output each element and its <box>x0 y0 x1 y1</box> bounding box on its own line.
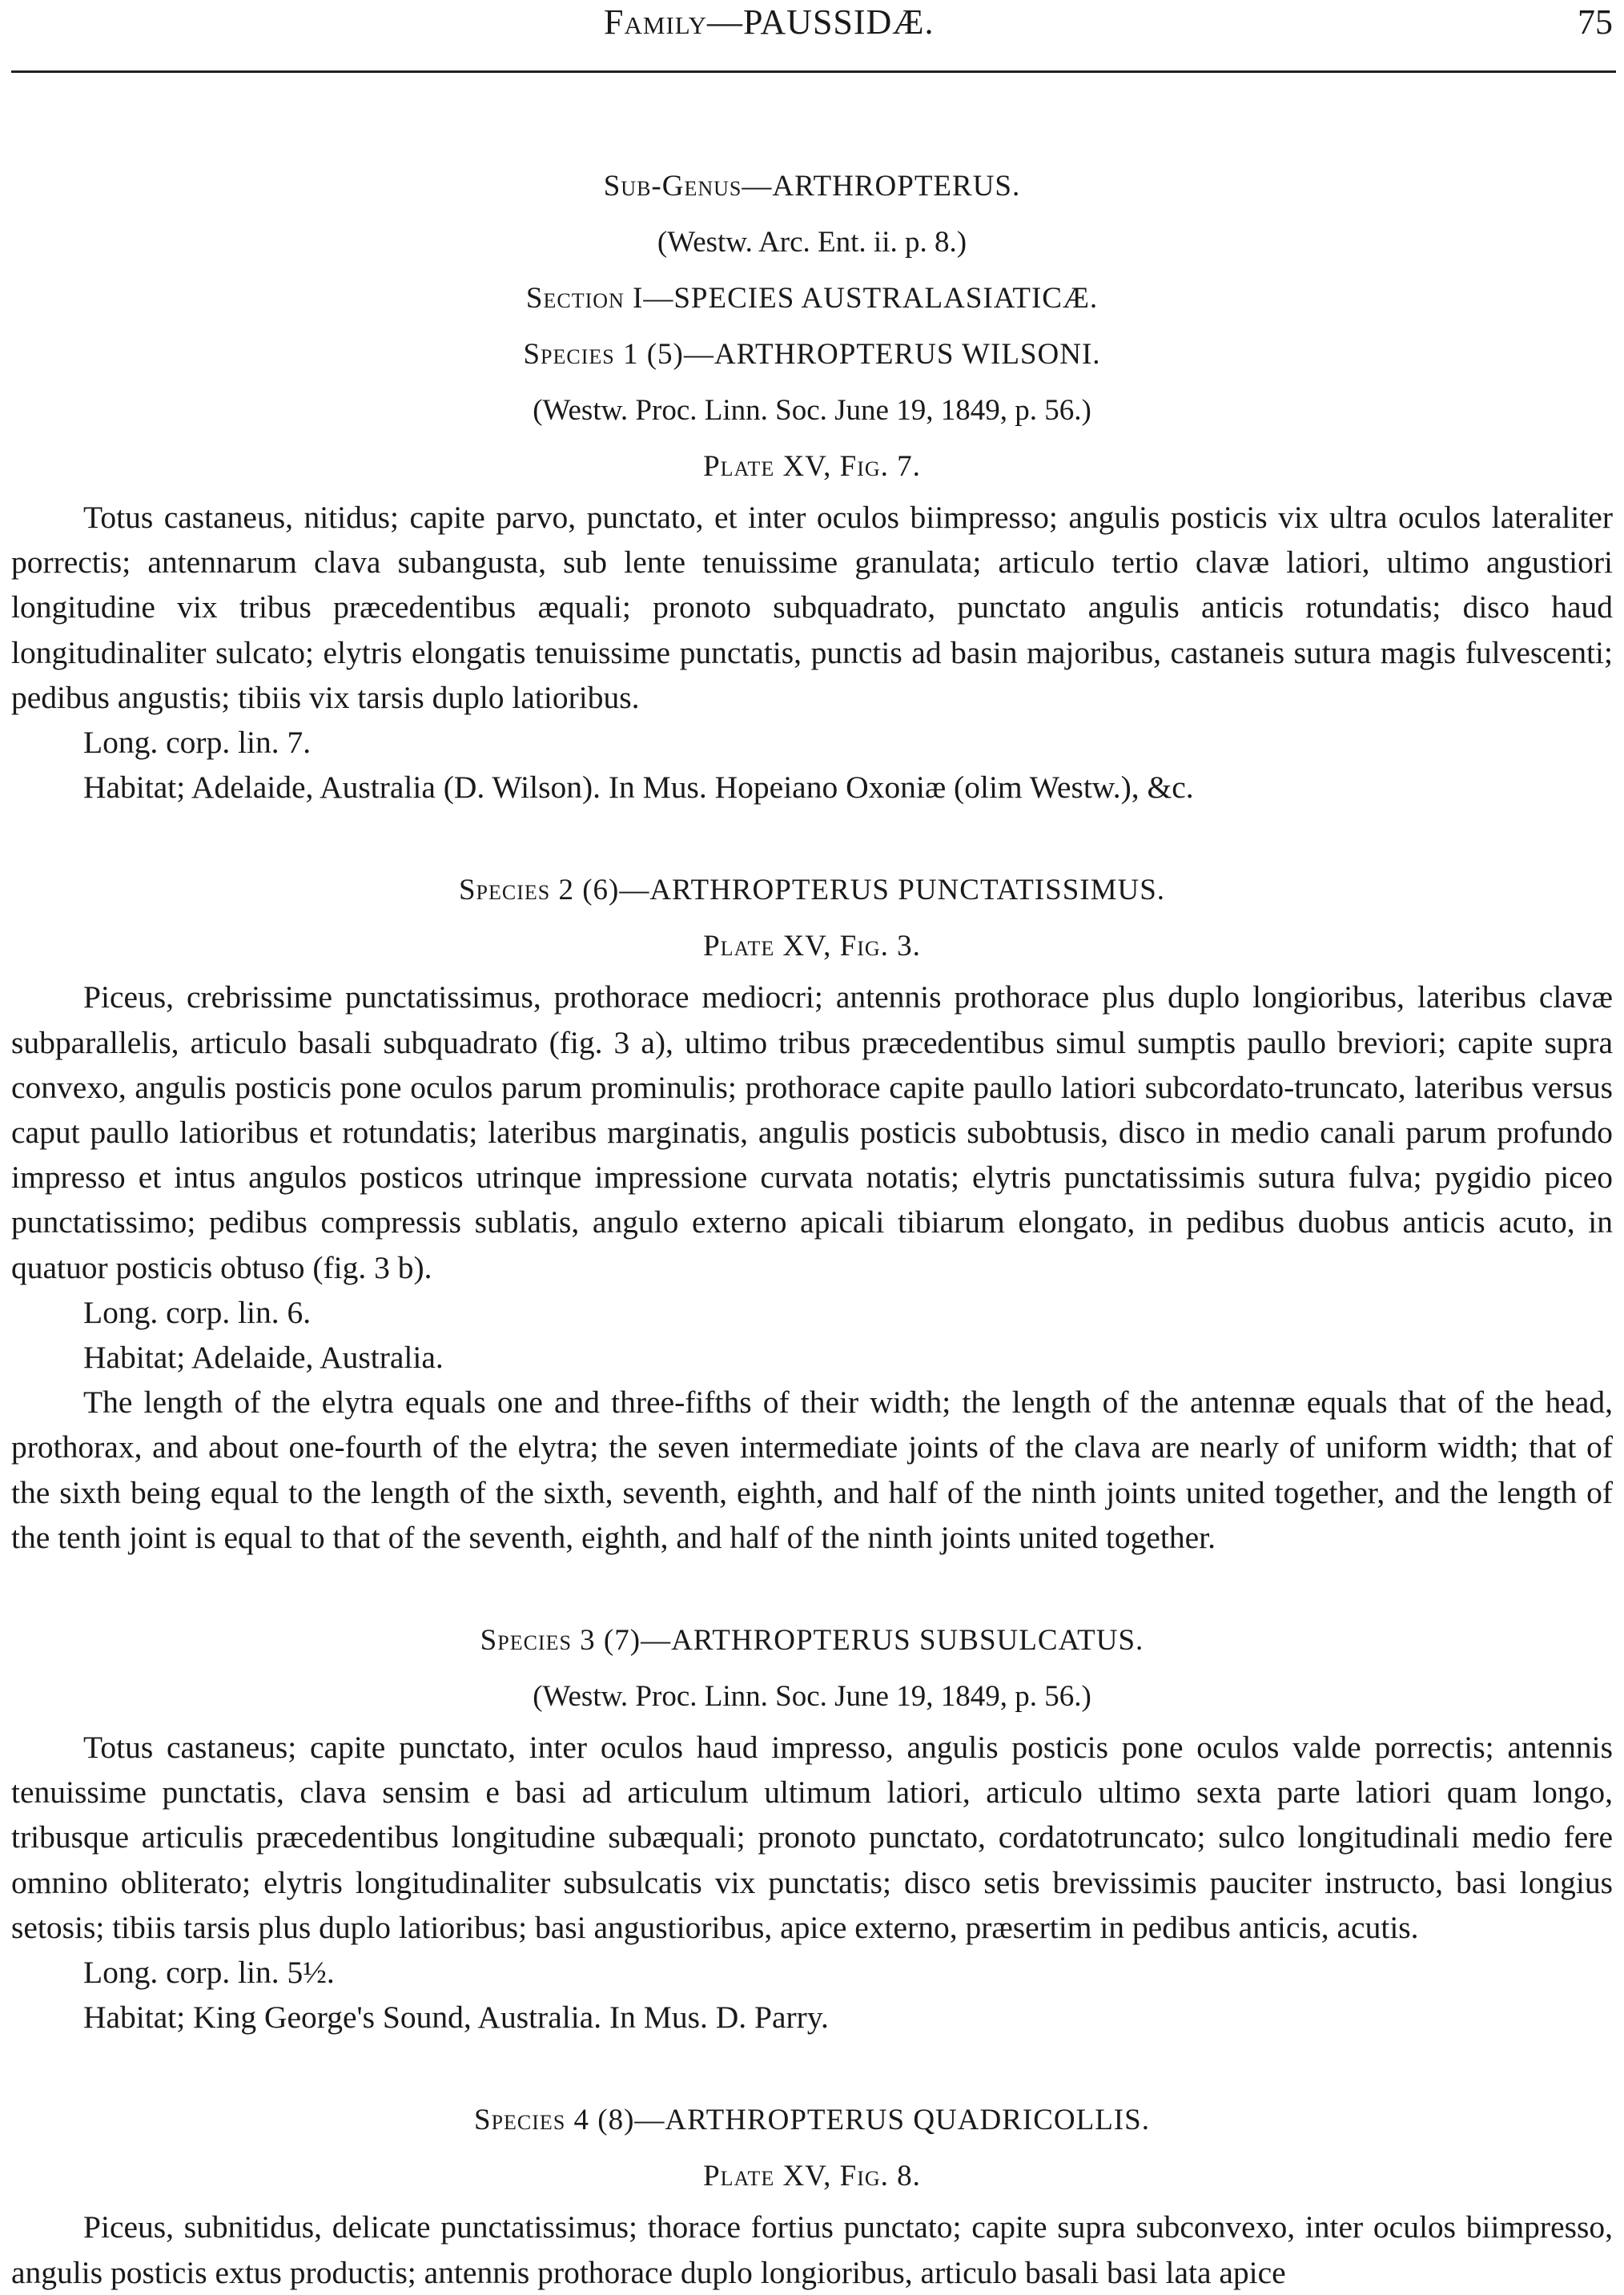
species-3-description: Totus castaneus; capite punctato, inter oculos haud impresso, angulis posticis pone oculos valde porrectis; antennis tenuissime punctatis, clava sensim e basi ad articulum ultimum latiori, articulo ultimo sexta parte latiori quam longo, tribusque articulis præcedentibus longitudine subæquali; pronoto punctato, cordatotruncato; sulco longitudinali medio fere omnino obliterato; elytris longitudinaliter subsulcatis vix punctatis; disco setis brevissimis pauciter instructo, basi longius setosis; tibiis tarsis plus duplo latioribus; basi angustioribus, apice externo, præsertim in pedibus anticis, acutis. <box>11 1730 1613 1945</box>
species-1-reference: (Westw. Proc. Linn. Soc. June 19, 1849, p. 56.) <box>533 394 1091 427</box>
subgenus-heading: Sub-Genus—ARTHROPTERUS. <box>603 170 1021 203</box>
species-3-habitat: Habitat; King George's Sound, Australia. In Mus. D. Parry. <box>83 2000 829 2036</box>
species-2-length: Long. corp. lin. 6. <box>83 1294 312 1330</box>
page-body <box>11 159 1613 2295</box>
species-2-habitat: Habitat; Adelaide, Australia. <box>83 1340 444 1376</box>
species-2-description: Piceus, crebrissime punctatissimus, prothorace mediocri; antennis prothorace plus duplo longioribus, lateribus clavæ subparallelis, articulo basali subquadrato (fig. 3 a), ultimo tribus præcedentibus simul sumptis paullo breviori; capite supra convexo, angulis posticis pone oculos parum prominulis; prothorace capite paullo latiori subcordato-truncato, lateribus versus caput paullo latioribus et rotundatis; lateribus marginatis, angulis posticis subobtusis, disco in medio canali parum profundo impresso et intus angulos posticos utrinque impressione curvata notatis; elytris punctatissimis sutura fulva; pygidio piceo punctatissimo; pedibus compressis sublatis, angulo externo apicali tibiarum elongato, in pedibus duobus anticis acuto, in quatuor posticis obtuso (fig. 3 b). <box>11 979 1613 1285</box>
species-4-description: Piceus, subnitidus, delicate punctatissimus; thorace fortius punctato; capite supra subconvexo, inter oculos biimpresso, angulis posticis extus productis; antennis prothorace duplo longioribus, articulo basali basi lata apice <box>11 2209 1613 2290</box>
subgenus-reference: (Westw. Arc. Ent. ii. p. 8.) <box>657 226 967 259</box>
species-4-plate: Plate XV, Fig. 8. <box>703 2160 921 2193</box>
species-3-heading: Species 3 (7)—ARTHROPTERUS SUBSULCATUS. <box>480 1624 1144 1658</box>
species-1-plate: Plate XV, Fig. 7. <box>703 450 921 483</box>
species-1-heading: Species 1 (5)—ARTHROPTERUS WILSONI. <box>523 338 1101 371</box>
species-3-reference: (Westw. Proc. Linn. Soc. June 19, 1849, p. 56.) <box>533 1680 1091 1714</box>
species-4-heading: Species 4 (8)—ARTHROPTERUS QUADRICOLLIS. <box>474 2104 1150 2137</box>
species-1-habitat: Habitat; Adelaide, Australia (D. Wilson). In Mus. Hopeiano Oxoniæ (olim Westw.), &c. <box>83 770 1194 806</box>
species-1-length: Long. corp. lin. 7. <box>83 725 312 761</box>
running-head <box>11 0 1613 48</box>
species-2-plate: Plate XV, Fig. 3. <box>703 930 921 963</box>
running-head-title: Family—PAUSSIDÆ. <box>604 2 935 42</box>
species-2-heading: Species 2 (6)—ARTHROPTERUS PUNCTATISSIMUS. <box>458 874 1166 907</box>
header-rule <box>11 70 1616 73</box>
species-3-length: Long. corp. lin. 5½. <box>83 1955 335 1991</box>
page-number: 75 <box>1578 2 1613 42</box>
species-1-description: Totus castaneus, nitidus; capite parvo, punctato, et inter oculos biimpresso; angulis posticis vix ultra oculos lateraliter porrectis; antennarum clava subangusta, sub lente tenuissime granulata; articulo tertio clavæ latiori, ultimo angustiori longitudine vix tribus præcedentibus æquali; pronoto subquadrato, punctato angulis anticis rotundatis; disco haud longitudinaliter sulcato; elytris elongatis tenuissime punctatis, punctis ad basin majoribus, castaneis sutura magis fulvescenti; pedibus angustis; tibiis vix tarsis duplo latioribus. <box>11 500 1613 715</box>
species-2-note: The length of the elytra equals one and three-fifths of their width; the length of the antennæ equals that of the head, prothorax, and about one-fourth of the elytra; the seven intermediate joints of the clava are nearly of uniform width; that of the sixth being equal to the length of the sixth, seventh, eighth, and half of the ninth joints united together, and the length of the tenth joint is equal to that of the seventh, eighth, and half of the ninth joints united together. <box>11 1385 1613 1555</box>
section-heading: Section I—SPECIES AUSTRALASIATICÆ. <box>525 282 1099 315</box>
